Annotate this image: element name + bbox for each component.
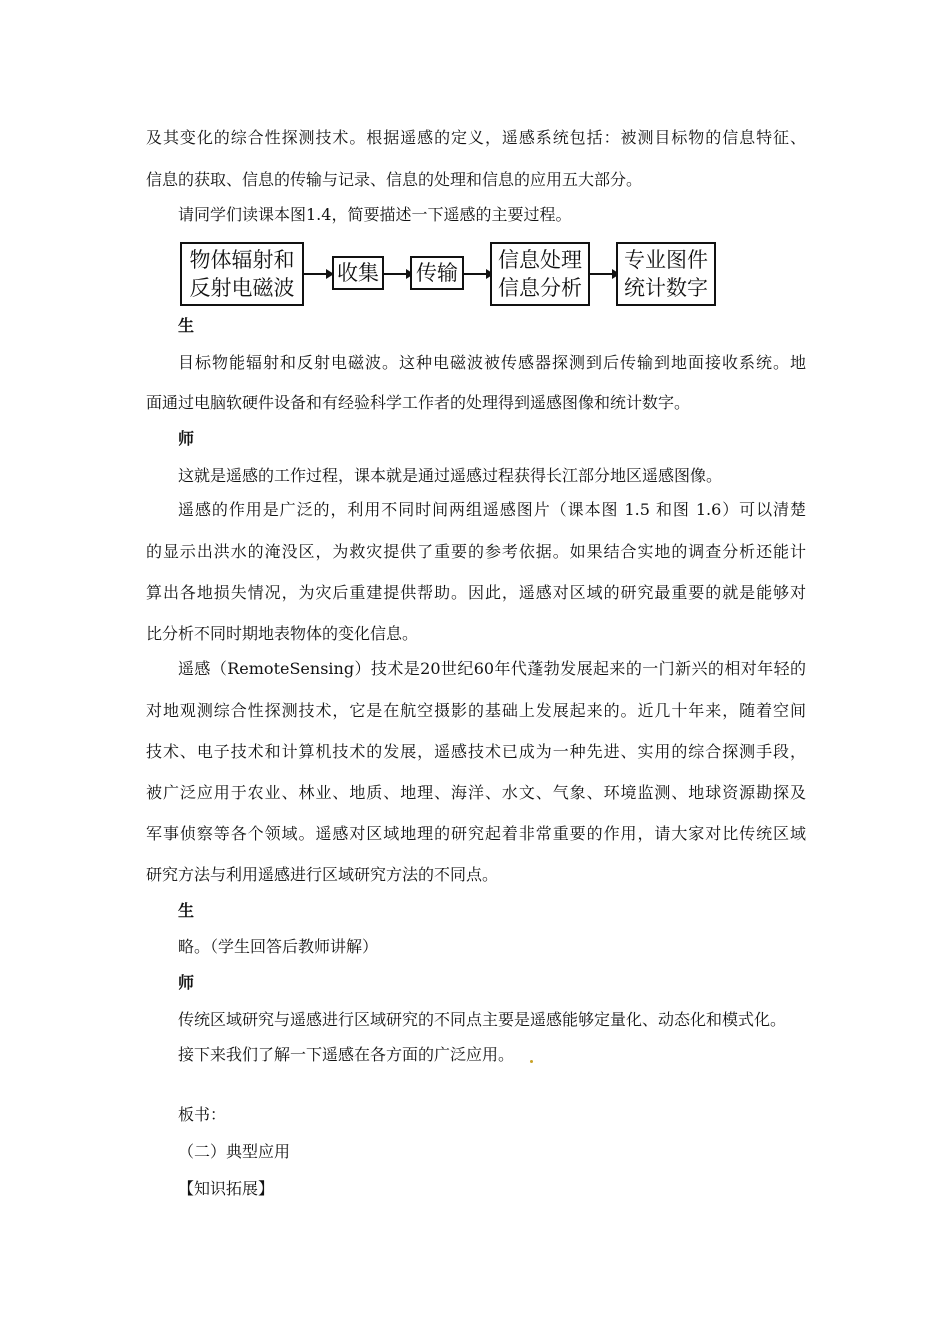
para6-line-2: 接下来我们了解一下遥感在各方面的广泛应用。 — [178, 1045, 515, 1064]
flow-box-processing — [490, 242, 590, 306]
speaker-student-1: 生 — [178, 316, 195, 335]
para5: 略。（学生回答后教师讲解） — [178, 937, 379, 956]
speaker-teacher-1: 师 — [178, 429, 195, 448]
flow-box-collect — [332, 256, 384, 290]
speaker-teacher-2: 师 — [178, 973, 195, 992]
para4-line-5: 军事侦察等各个领域。遥感对区域地理的研究起着非常重要的作用，请大家对比传统区域 — [146, 824, 806, 843]
board-item: （二）典型应用 — [178, 1142, 291, 1161]
text-line-3: 请同学们读课本图1.4，简要描述一下遥感的主要过程。 — [178, 205, 572, 224]
para2: 这就是遥感的工作过程，课本就是通过遥感过程获得长江部分地区遥感图像。 — [178, 466, 723, 485]
speaker-student-2: 生 — [178, 901, 195, 920]
para4-line-2: 对地观测综合性探测技术，它是在航空摄影的基础上发展起来的。近几十年来，随着空间 — [146, 701, 806, 720]
flow-box-output-line2: 统计数字 — [624, 276, 708, 300]
flow-box-radiation-line2: 反射电磁波 — [189, 276, 295, 300]
flow-box-transmit-label: 传输 — [416, 261, 458, 285]
para3-line-3: 算出各地损失情况，为灾后重建提供帮助。因此，遥感对区域的研究最重要的就是能够对 — [146, 583, 806, 602]
knowledge-heading: 【知识拓展】 — [178, 1179, 275, 1198]
flow-box-processing-line2: 信息分析 — [498, 276, 582, 300]
para3-line-1: 遥感的作用是广泛的，利用不同时间两组遥感图片（课本图 1.5 和图 1.6）可以清楚 — [178, 500, 806, 519]
text-line-1: 及其变化的综合性探测技术。根据遥感的定义，遥感系统包括：被测目标物的信息特征、 — [146, 128, 806, 147]
flow-box-processing-line1: 信息处理 — [498, 248, 582, 272]
decorative-dot — [530, 1060, 533, 1063]
para6-line-1: 传统区域研究与遥感进行区域研究的不同点主要是遥感能够定量化、动态化和模式化。 — [178, 1010, 787, 1029]
para1-line-1: 目标物能辐射和反射电磁波。这种电磁波被传感器探测到后传输到地面接收系统。地 — [178, 353, 806, 372]
flow-box-radiation-line1: 物体辐射和 — [189, 248, 295, 272]
flow-box-collect-label: 收集 — [337, 261, 379, 285]
para4-line-3: 技术、电子技术和计算机技术的发展，遥感技术已成为一种先进、实用的综合探测手段， — [146, 742, 806, 761]
text-line-2: 信息的获取、信息的传输与记录、信息的处理和信息的应用五大部分。 — [146, 170, 643, 189]
remote-sensing-flowchart — [180, 240, 720, 308]
para4-line-6: 研究方法与利用遥感进行区域研究方法的不同点。 — [146, 865, 499, 884]
board-label: 板书： — [178, 1105, 227, 1124]
flow-box-transmit — [410, 256, 464, 290]
para4-line-4: 被广泛应用于农业、林业、地质、地理、海洋、水文、气象、环境监测、地球资源勘探及 — [146, 783, 806, 802]
flow-box-radiation — [180, 242, 304, 306]
para4-line-1: 遥感（RemoteSensing）技术是20世纪60年代蓬勃发展起来的一门新兴的相对年轻的 — [178, 659, 806, 678]
arrow-right-icon — [304, 267, 334, 281]
flow-box-output — [616, 242, 716, 306]
flow-box-output-line1: 专业图件 — [624, 248, 708, 272]
para1-line-2: 面通过电脑软硬件设备和有经验科学工作者的处理得到遥感图像和统计数字。 — [146, 393, 691, 412]
para3-line-2: 的显示出洪水的淹没区，为救灾提供了重要的参考依据。如果结合实地的调查分析还能计 — [146, 542, 806, 561]
para3-line-4: 比分析不同时期地表物体的变化信息。 — [146, 624, 419, 643]
